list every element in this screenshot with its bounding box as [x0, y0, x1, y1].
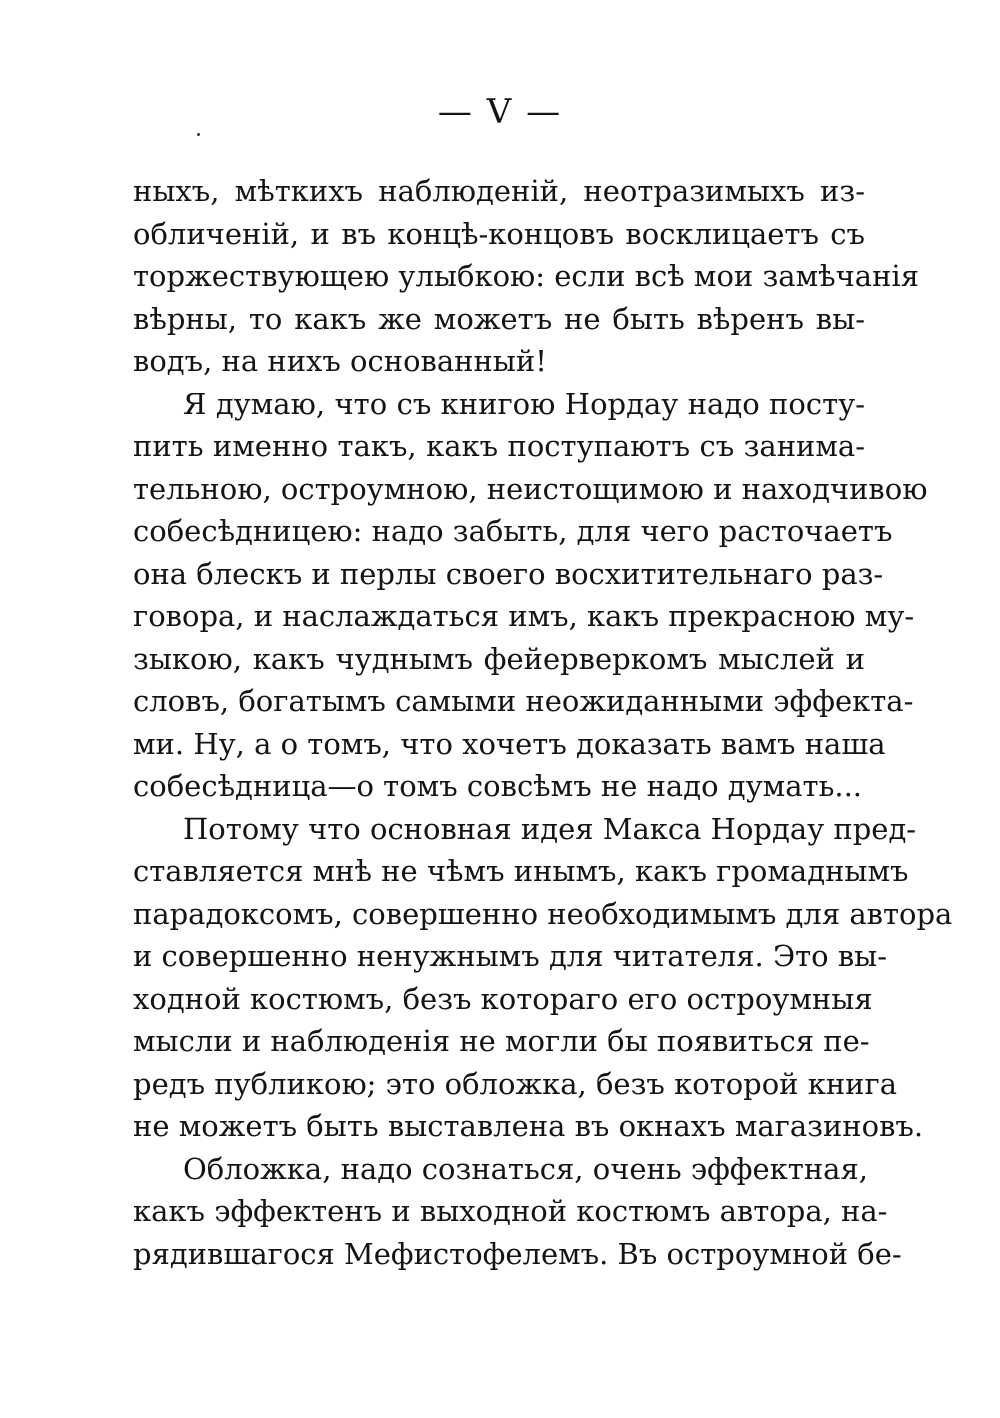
text-line: зыкою, какъ чуднымъ фейерверкомъ мыслей и [133, 641, 865, 676]
text-line: словъ, богатымъ самыми неожиданными эффекта- [133, 684, 914, 718]
text-line: Потому что основная идея Макса Нордау пред- [183, 811, 917, 846]
text-line: водъ, на нихъ основанный! [133, 344, 547, 378]
text-line: собесѣдница—о томъ совсѣмъ не надо думать... [133, 769, 863, 803]
text-line: парадоксомъ, совершенно необходимымъ для автора [133, 896, 953, 931]
text-line: рядившагося Мефистофелемъ. Въ остроумной бе- [133, 1236, 902, 1271]
text-line: собесѣдницею: надо забыть, для чего расточаетъ [133, 514, 893, 548]
text-line: Обложка, надо сознаться, очень эффектная, [183, 1151, 868, 1186]
text-line: ми. Ну, а о томъ, что хочетъ доказать вамъ наша [133, 726, 886, 761]
text-line: ныхъ, мѣткихъ наблюденій, неотразимыхъ из- [133, 174, 865, 208]
text-line: ходной костюмъ, безъ котораго его остроумныя [133, 981, 873, 1016]
ink-speck [197, 133, 200, 136]
text-line: мысли и наблюденія не могли бы появиться пе- [133, 1024, 870, 1058]
text-line: не можетъ быть выставлена въ окнахъ магазиновъ. [133, 1109, 924, 1143]
text-line: обличеній, и въ концѣ-концовъ восклицаетъ съ [133, 216, 865, 251]
text-line: вѣрны, то какъ же можетъ не быть вѣренъ вы- [133, 301, 865, 336]
page-body [133, 170, 953, 1275]
text-line: говора, и наслаждаться имъ, какъ прекрасною му- [133, 599, 915, 633]
text-line: Я думаю, что съ книгою Нордау надо посту- [183, 386, 865, 421]
text-line: редъ публикою; это обложка, безъ которой книга [133, 1066, 897, 1101]
text-line: она блескъ и перлы своего восхитительнаго раз- [133, 556, 884, 591]
text-line: какъ эффектенъ и выходной костюмъ автора, на- [133, 1194, 888, 1228]
text-line: торжествующею улыбкою: если всѣ мои замѣчанія [133, 259, 919, 293]
page-number: — V — [437, 92, 563, 132]
text-line: пить именно такъ, какъ поступаютъ съ занима- [133, 429, 865, 463]
text-line: тельною, остроумною, неистощимою и находчивою [133, 471, 928, 506]
text-line: ставляется мнѣ не чѣмъ инымъ, какъ громаднымъ [133, 854, 909, 888]
text-line: и совершенно ненужнымъ для читателя. Это вы- [133, 939, 888, 973]
